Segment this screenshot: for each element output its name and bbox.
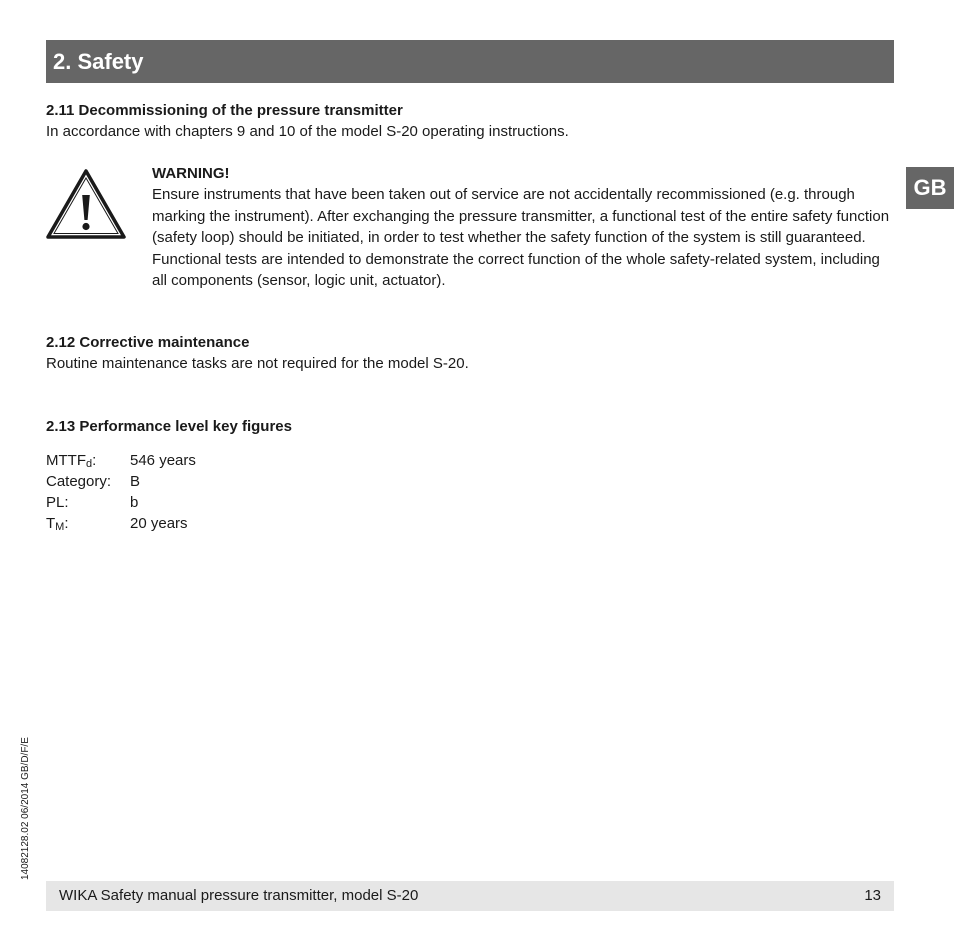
section-body-2-12: Routine maintenance tasks are not required for the model S-20. [46,355,469,372]
figure-key: PL: [46,494,69,511]
figure-row-pl [46,494,196,515]
performance-figures-table [46,452,196,536]
figure-value: 546 years [130,452,196,469]
document-code: 14082128.02 06/2014 GB/D/F/E [20,737,31,880]
language-tab [906,167,954,209]
language-tab-label: GB [913,175,947,200]
figure-key: $T_M$: [46,515,69,533]
figure-key: Category: [46,473,112,490]
figure-key: $MTTF_d$: [46,452,97,470]
figure-row-tm [46,515,196,536]
section-heading-2-11: 2.11 Decommissioning of the pressure transmitter [46,102,403,119]
chapter-title: 2. Safety [53,49,144,74]
section-body-2-11: In accordance with chapters 9 and 10 of the model S-20 operating instructions. [46,123,569,140]
section-heading-2-13: 2.13 Performance level key figures [46,418,292,435]
chapter-header [46,40,894,83]
warning-text: Ensure instruments that have been taken out of service are not accidentally recommissioned (e.g. through marking the instrument). After exchanging the pressure transmitter, a functional test of the entire safety function (safety loop) should be initiated, in order to test whether the safety function of the system is still guaranteed. Functional tests are intended to demonstrate the correct function of the whole safety-related system, including all components (sensor, logic unit, actuator). [152,186,890,289]
warning-title: WARNING! [152,165,230,182]
figure-row-mttfd [46,452,196,473]
page-number: 13 [864,887,881,904]
figure-row-category [46,473,196,494]
section-heading-2-12: 2.12 Corrective maintenance [46,334,250,351]
footer-title: WIKA Safety manual pressure transmitter, model S-20 [59,887,419,904]
figure-value: B [130,473,141,490]
figure-value: 20 years [130,515,188,532]
page-footer [46,881,894,911]
warning-triangle-icon [46,168,126,240]
figure-value: b [130,494,139,511]
